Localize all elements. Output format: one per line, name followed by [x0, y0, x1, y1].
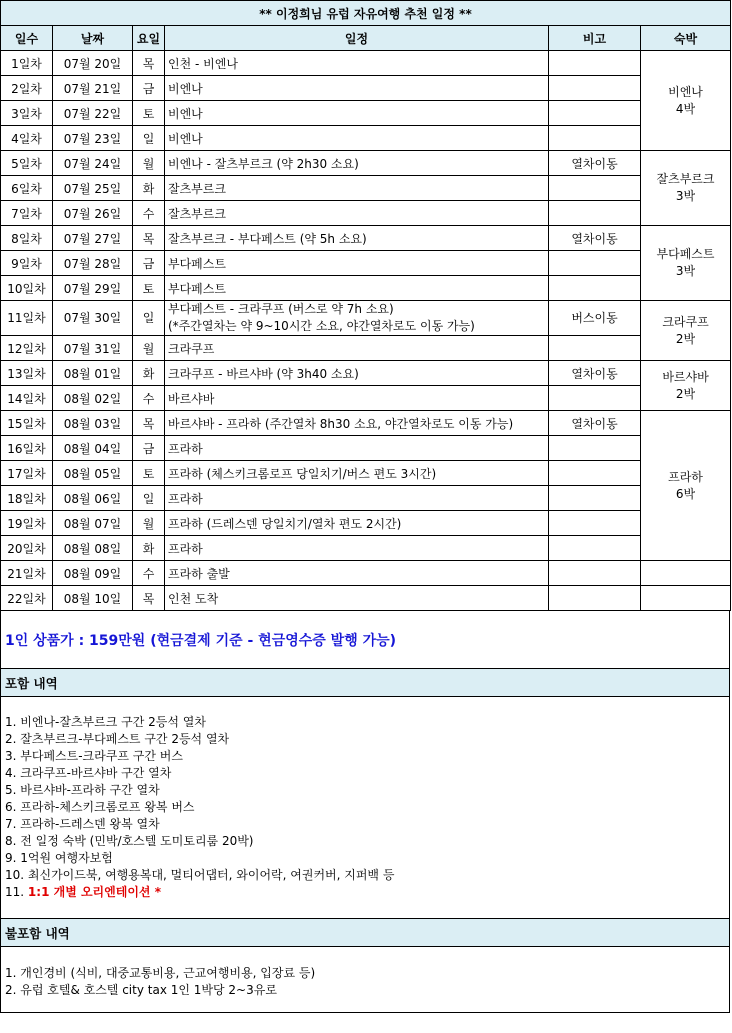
header-date: 날짜 [53, 26, 133, 51]
schedule-cell [165, 301, 549, 336]
note-cell: 열차이동 [549, 411, 641, 436]
day-cell: 17일차 [1, 461, 53, 486]
schedule-cell: 부다페스트 [165, 276, 549, 301]
table-row [1, 51, 731, 76]
day-cell: 1일차 [1, 51, 53, 76]
header-day: 일수 [1, 26, 53, 51]
stay-nights: 4박 [675, 101, 696, 116]
schedule-cell: 프라하 [165, 486, 549, 511]
day-cell: 13일차 [1, 361, 53, 386]
day-cell: 16일차 [1, 436, 53, 461]
day-cell: 18일차 [1, 486, 53, 511]
day-cell: 6일차 [1, 176, 53, 201]
stay-cell [641, 301, 731, 361]
date-cell: 07월 23일 [53, 126, 133, 151]
date-cell: 07월 27일 [53, 226, 133, 251]
table-row [1, 151, 731, 176]
table-row [1, 276, 731, 301]
schedule-cell: 프라하 [165, 436, 549, 461]
list-item: 9. 1억원 여행자보험 [5, 851, 113, 865]
day-cell: 10일차 [1, 276, 53, 301]
table-row [1, 126, 731, 151]
table-row [1, 201, 731, 226]
weekday-cell: 목 [133, 411, 165, 436]
schedule-cell: 비엔나 - 잘츠부르크 (약 2h30 소요) [165, 151, 549, 176]
schedule-cell: 바르샤바 [165, 386, 549, 411]
stay-cell [641, 151, 731, 226]
orientation-highlight: 1:1 개별 오리엔테이션 * [27, 885, 161, 899]
date-cell: 08월 06일 [53, 486, 133, 511]
schedule-cell: 바르샤바 - 프라하 (주간열차 8h30 소요, 야간열차로도 이동 가능) [165, 411, 549, 436]
date-cell: 07월 24일 [53, 151, 133, 176]
table-row [1, 386, 731, 411]
note-cell [549, 486, 641, 511]
note-cell: 열차이동 [549, 151, 641, 176]
weekday-cell: 화 [133, 536, 165, 561]
day-cell: 3일차 [1, 101, 53, 126]
stay-cell [641, 51, 731, 151]
table-row [1, 511, 731, 536]
table-row [1, 176, 731, 201]
table-row [1, 226, 731, 251]
stay-city: 프라하 [668, 469, 703, 484]
note-cell: 열차이동 [549, 361, 641, 386]
weekday-cell: 토 [133, 101, 165, 126]
list-item: 1. 개인경비 (식비, 대중교통비용, 근교여행비용, 입장료 등) [5, 966, 316, 980]
schedule-cell: 크라쿠프 [165, 336, 549, 361]
list-item: 8. 전 일정 숙박 (민박/호스텔 도미토리룸 20박) [5, 834, 254, 848]
date-cell: 08월 02일 [53, 386, 133, 411]
table-row [1, 101, 731, 126]
weekday-cell: 토 [133, 276, 165, 301]
weekday-cell: 금 [133, 436, 165, 461]
date-cell: 08월 04일 [53, 436, 133, 461]
schedule-cell: 프라하 출발 [165, 561, 549, 586]
table-row [1, 536, 731, 561]
stay-city: 비엔나 [668, 84, 703, 99]
day-cell: 21일차 [1, 561, 53, 586]
table-row [1, 486, 731, 511]
schedule-cell: 프라하 (체스키크롬로프 당일치기/버스 편도 3시간) [165, 461, 549, 486]
schedule-cell: 비엔나 [165, 76, 549, 101]
table-row [1, 361, 731, 386]
day-cell: 22일차 [1, 586, 53, 611]
date-cell: 08월 01일 [53, 361, 133, 386]
note-cell [549, 76, 641, 101]
schedule-cell: 부다페스트 [165, 251, 549, 276]
stay-nights: 2박 [675, 331, 696, 346]
date-cell: 07월 30일 [53, 301, 133, 336]
schedule-cell: 비엔나 [165, 126, 549, 151]
date-cell: 07월 20일 [53, 51, 133, 76]
note-cell [549, 336, 641, 361]
list-item: 1. 비엔나-잘츠부르크 구간 2등석 열차 [5, 715, 206, 729]
price-line: 1인 상품가 : 159만원 (현금결제 기준 - 현금영수증 발행 가능) [0, 611, 730, 669]
schedule-note-line: (*주간열차는 약 9~10시간 소요, 야간열차로도 이동 가능) [168, 319, 475, 333]
schedule-cell: 인천 도착 [165, 586, 549, 611]
header-stay: 숙박 [641, 26, 731, 51]
list-item: 4. 크라쿠프-바르샤바 구간 열차 [5, 766, 172, 780]
date-cell: 08월 09일 [53, 561, 133, 586]
list-item: 2. 잘츠부르크-부다페스트 구간 2등석 열차 [5, 732, 230, 746]
date-cell: 08월 07일 [53, 511, 133, 536]
schedule-cell: 프라하 (드레스덴 당일치기/열차 편도 2시간) [165, 511, 549, 536]
date-cell: 08월 05일 [53, 461, 133, 486]
weekday-cell: 일 [133, 486, 165, 511]
stay-cell [641, 226, 731, 301]
weekday-cell: 월 [133, 336, 165, 361]
stay-nights: 2박 [675, 386, 696, 401]
note-cell [549, 436, 641, 461]
table-row [1, 586, 731, 611]
weekday-cell: 일 [133, 126, 165, 151]
weekday-cell: 수 [133, 201, 165, 226]
day-cell: 19일차 [1, 511, 53, 536]
itinerary-title: ** 이정희님 유럽 자유여행 추천 일정 ** [1, 1, 731, 26]
schedule-line: 부다페스트 - 크라쿠프 (버스로 약 7h 소요) [168, 302, 394, 316]
schedule-cell: 인천 - 비엔나 [165, 51, 549, 76]
stay-cell [641, 411, 731, 561]
stay-city: 잘츠부르크 [656, 172, 715, 186]
note-cell [549, 536, 641, 561]
header-schedule: 일정 [165, 26, 549, 51]
date-cell: 07월 25일 [53, 176, 133, 201]
list-item: 2. 유럽 호텔& 호스텔 city tax 1인 1박당 2~3유로 [5, 983, 277, 997]
day-cell: 12일차 [1, 336, 53, 361]
list-item-orientation [5, 884, 725, 901]
schedule-cell: 크라쿠프 - 바르샤바 (약 3h40 소요) [165, 361, 549, 386]
date-cell: 07월 26일 [53, 201, 133, 226]
weekday-cell: 일 [133, 301, 165, 336]
weekday-cell: 화 [133, 361, 165, 386]
date-cell: 07월 21일 [53, 76, 133, 101]
weekday-cell: 월 [133, 151, 165, 176]
note-cell [549, 51, 641, 76]
table-row [1, 336, 731, 361]
note-cell [549, 101, 641, 126]
note-cell [549, 276, 641, 301]
note-cell [549, 126, 641, 151]
day-cell: 14일차 [1, 386, 53, 411]
stay-city: 크라쿠프 [662, 314, 709, 329]
day-cell: 7일차 [1, 201, 53, 226]
schedule-cell: 비엔나 [165, 101, 549, 126]
stay-cell-empty [641, 561, 731, 586]
weekday-cell: 수 [133, 561, 165, 586]
schedule-cell: 잘츠부르크 [165, 176, 549, 201]
included-heading: 포함 내역 [0, 669, 730, 697]
weekday-cell: 월 [133, 511, 165, 536]
date-cell: 07월 31일 [53, 336, 133, 361]
weekday-cell: 목 [133, 51, 165, 76]
table-row [1, 561, 731, 586]
schedule-cell: 잘츠부르크 - 부다페스트 (약 5h 소요) [165, 226, 549, 251]
date-cell: 08월 10일 [53, 586, 133, 611]
note-cell [549, 461, 641, 486]
header-weekday: 요일 [133, 26, 165, 51]
weekday-cell: 화 [133, 176, 165, 201]
list-item: 10. 최신가이드북, 여행용복대, 멀티어댑터, 와이어락, 여권커버, 지퍼백 등 [5, 868, 395, 882]
stay-nights: 6박 [675, 486, 696, 501]
list-item: 5. 바르샤바-프라하 구간 열차 [5, 783, 160, 797]
note-cell [549, 176, 641, 201]
stay-city: 부다페스트 [656, 247, 715, 261]
date-cell: 07월 28일 [53, 251, 133, 276]
weekday-cell: 목 [133, 226, 165, 251]
table-row [1, 436, 731, 461]
day-cell: 15일차 [1, 411, 53, 436]
note-cell [549, 561, 641, 586]
list-item: 7. 프라하-드레스덴 왕복 열차 [5, 817, 160, 831]
weekday-cell: 금 [133, 76, 165, 101]
schedule-cell: 잘츠부르크 [165, 201, 549, 226]
header-note: 비고 [549, 26, 641, 51]
date-cell: 07월 22일 [53, 101, 133, 126]
weekday-cell: 수 [133, 386, 165, 411]
table-row [1, 301, 731, 336]
included-list [0, 697, 730, 919]
table-row [1, 76, 731, 101]
day-cell: 5일차 [1, 151, 53, 176]
note-cell: 열차이동 [549, 226, 641, 251]
table-row [1, 461, 731, 486]
list-item: 3. 부다페스트-크라쿠프 구간 버스 [5, 749, 183, 763]
table-row [1, 411, 731, 436]
date-cell: 08월 03일 [53, 411, 133, 436]
stay-nights: 3박 [675, 264, 696, 278]
date-cell: 08월 08일 [53, 536, 133, 561]
day-cell: 8일차 [1, 226, 53, 251]
note-cell [549, 586, 641, 611]
day-cell: 20일차 [1, 536, 53, 561]
schedule-cell: 프라하 [165, 536, 549, 561]
day-cell: 2일차 [1, 76, 53, 101]
stay-nights: 3박 [675, 189, 696, 203]
excluded-heading: 불포함 내역 [0, 919, 730, 947]
note-cell [549, 201, 641, 226]
weekday-cell: 목 [133, 586, 165, 611]
date-cell: 07월 29일 [53, 276, 133, 301]
weekday-cell: 금 [133, 251, 165, 276]
day-cell: 9일차 [1, 251, 53, 276]
stay-cell-empty [641, 586, 731, 611]
stay-city: 바르샤바 [662, 369, 709, 384]
stay-cell [641, 361, 731, 411]
note-cell: 버스이동 [549, 301, 641, 336]
excluded-list [0, 947, 730, 1013]
weekday-cell: 토 [133, 461, 165, 486]
list-item: 6. 프라하-체스키크롬로프 왕복 버스 [5, 800, 195, 814]
note-cell [549, 386, 641, 411]
day-cell: 4일차 [1, 126, 53, 151]
list-item-number: 11. [5, 885, 25, 899]
day-cell: 11일차 [1, 301, 53, 336]
table-row [1, 251, 731, 276]
note-cell [549, 251, 641, 276]
note-cell [549, 511, 641, 536]
